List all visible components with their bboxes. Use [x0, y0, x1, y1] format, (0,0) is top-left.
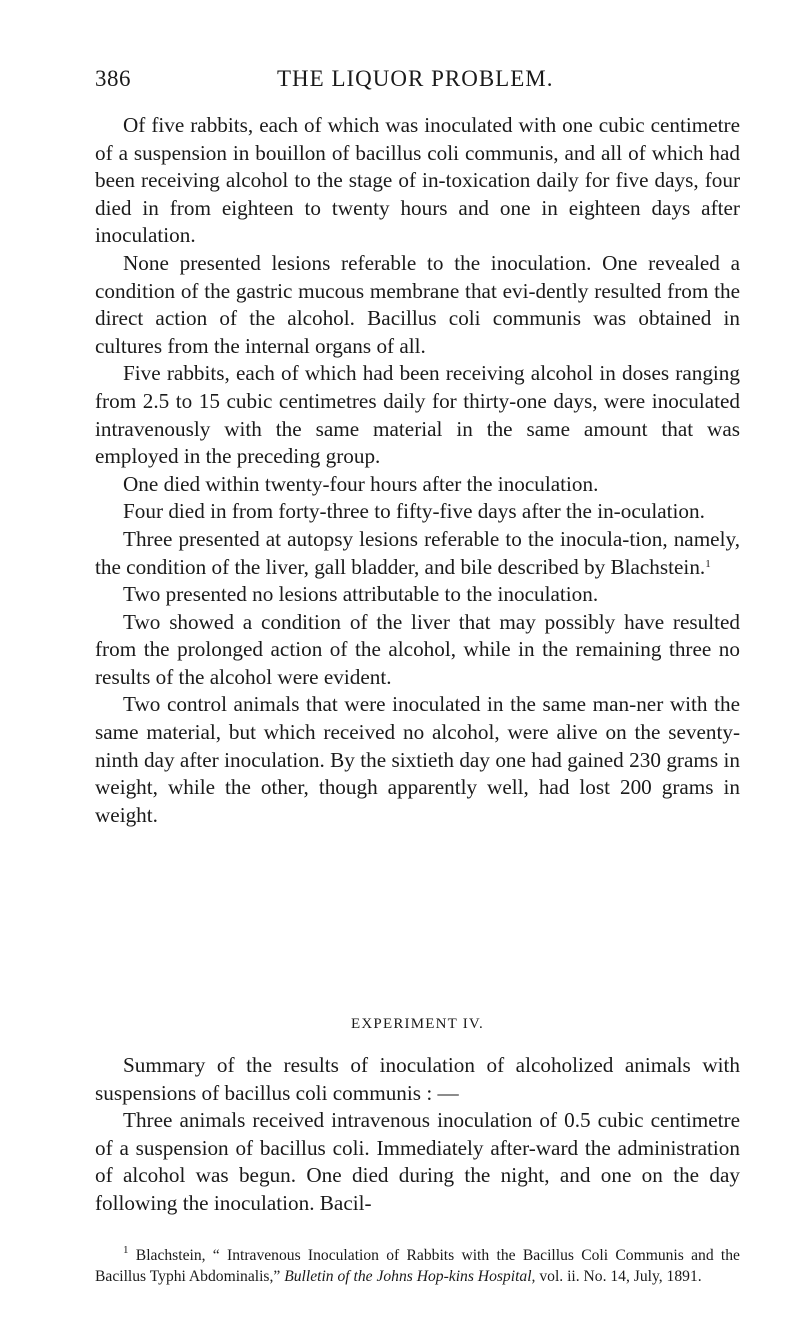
running-title: THE LIQUOR PROBLEM. — [277, 66, 554, 91]
page-number: 386 — [95, 66, 131, 91]
footnote-text: Blachstein, “ Intravenous Inoculation of Rabbits with the Bacillus Coli Communis and the Bacillus Typhi Abdominalis,” — [95, 1247, 740, 1286]
paragraph: Five rabbits, each of which had been receiving alcohol in doses ranging from 2.5 to 15 cubic centimetres daily for thirty-one days, were inoculated intravenously with the same material in the same amount that was employed in the preceding group. — [95, 361, 740, 469]
paragraph: Four died in from forty-three to fifty-five days after the in-oculation. — [123, 499, 705, 524]
paragraph: Two control animals that were inoculated in the same man-ner with the same material, but which received no alcohol, were alive on the seventy-ninth day after inoculation. By the sixtieth day one had gained 230 grams in weight, while the other, though apparently well, had lost 200 grams in weight. — [95, 692, 740, 827]
paragraph: Two showed a condition of the liver that may possibly have resulted from the prolonged action of the alcohol, while in the remaining three no results of the alcohol were evident. — [95, 609, 740, 689]
section-heading: EXPERIMENT IV. — [351, 1016, 484, 1032]
paragraph: Summary of the results of inoculation of alcoholized animals with suspensions of bacillus coli communis : — — [95, 1053, 740, 1105]
paragraph-text: Three presented at autopsy lesions referable to the inocula-tion, namely, the condition of the liver, gall bladder, and bile described by Blachstein. — [95, 526, 740, 579]
paragraph: None presented lesions referable to the inoculation. One revealed a condition of the gastric mucous membrane that evi-dently resulted from the direct action of the alcohol. Bacillus coli communis was obtained in cultures from the internal organs of all. — [95, 250, 740, 358]
footnote-citation: vol. ii. No. 14, July, 1891. — [539, 1268, 702, 1286]
footnote-reference: 1 — [705, 557, 711, 570]
paragraph-with-footnote-ref — [95, 526, 740, 581]
page-header — [95, 66, 735, 94]
body-text — [95, 112, 740, 829]
footnote-journal: Bulletin of the Johns Hop-kins Hospital, — [284, 1268, 536, 1286]
footnote — [95, 1245, 740, 1288]
paragraph: Two presented no lesions attributable to the inoculation. — [123, 582, 599, 607]
section-body-text — [95, 1052, 740, 1218]
paragraph: One died within twenty-four hours after the inoculation. — [123, 471, 599, 496]
footnote-marker: 1 — [123, 1244, 129, 1256]
paragraph: Three animals received intravenous inoculation of 0.5 cubic centimetre of a suspension of bacillus coli. Immediately after-ward the administration of alcohol was begun. One died during the night, and one on the day following the inoculation. Bacil- — [95, 1108, 740, 1215]
paragraph: Of five rabbits, each of which was inoculated with one cubic centimetre of a suspension in bouillon of bacillus coli communis, and all of which had been receiving alcohol to the stage of in-toxication daily for five days, four died in from eighteen to twenty hours and one in eighteen days after inoculation. — [95, 113, 740, 248]
